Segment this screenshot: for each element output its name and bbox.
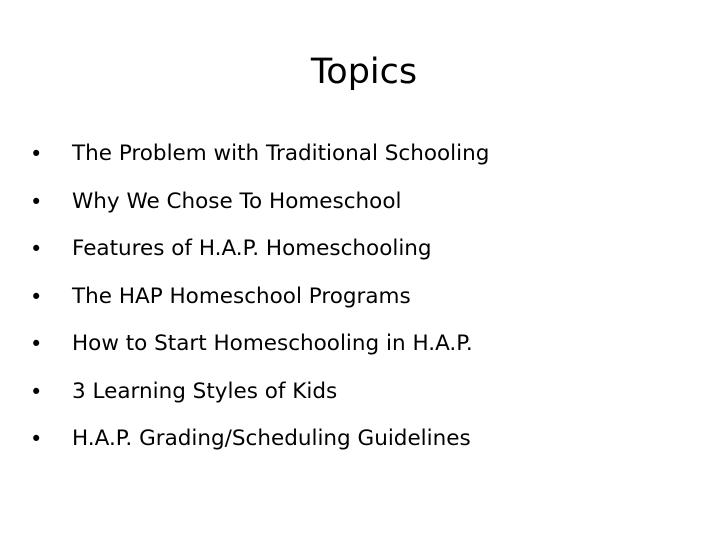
bullet-icon: •	[30, 332, 43, 356]
bullet-icon: •	[30, 427, 43, 451]
list-item-text: 3 Learning Styles of Kids	[72, 378, 338, 404]
list-item-text: The HAP Homeschool Programs	[72, 283, 411, 309]
list-item-text: Features of H.A.P. Homeschooling	[72, 236, 432, 261]
list-item	[0, 419, 700, 467]
list-item-text: H.A.P. Grading/Scheduling Guidelines	[72, 426, 471, 451]
slide-title: Topics	[310, 52, 418, 92]
list-item-text: The Problem with Traditional Schooling	[72, 141, 490, 166]
list-item-text: Why We Chose To Homeschool	[72, 188, 402, 214]
list-item	[0, 372, 700, 420]
bullet-icon: •	[30, 379, 43, 404]
list-item	[0, 229, 700, 277]
bullet-icon: •	[30, 142, 43, 166]
list-item-text: How to Start Homeschooling in H.A.P.	[72, 331, 473, 356]
bullet-icon: •	[30, 237, 43, 261]
list-item	[0, 324, 700, 372]
list-item	[0, 182, 700, 230]
topic-list	[0, 134, 700, 467]
bullet-icon: •	[30, 284, 43, 309]
list-item	[0, 277, 700, 325]
bullet-icon: •	[30, 189, 43, 214]
list-item	[0, 134, 700, 182]
